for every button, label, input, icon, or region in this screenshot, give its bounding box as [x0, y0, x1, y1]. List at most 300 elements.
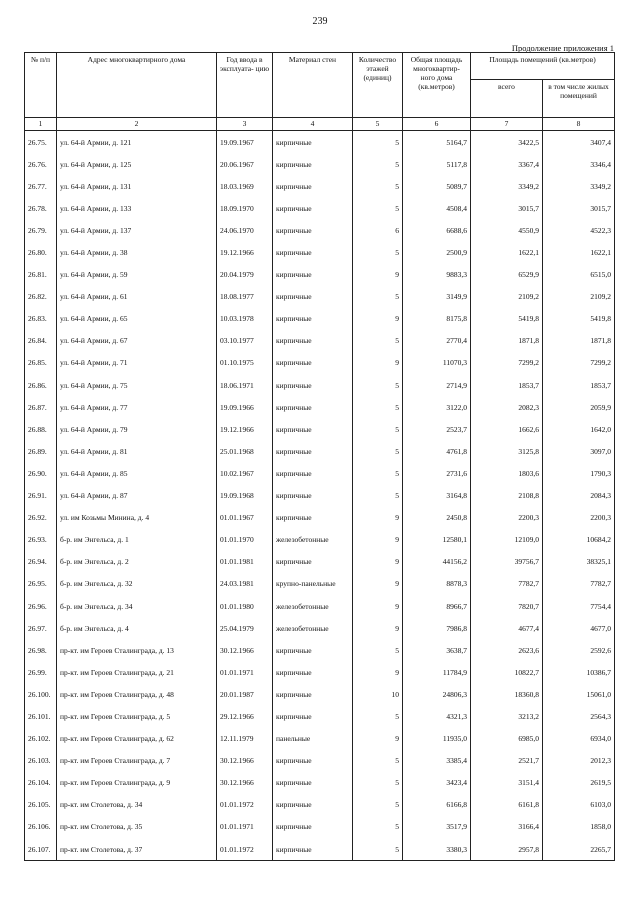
row-material: кирпичные [273, 131, 353, 154]
table-row [25, 440, 615, 462]
row-material: кирпичные [273, 219, 353, 241]
table-row [25, 418, 615, 440]
row-floors: 5 [353, 772, 403, 794]
row-total-area: 3517,9 [403, 816, 471, 838]
row-number: 26.97. [25, 617, 57, 639]
row-premises-all: 6985,0 [471, 728, 543, 750]
row-floors: 5 [353, 838, 403, 861]
row-address: ул. 64-й Армии, д. 79 [57, 418, 217, 440]
header-total-area: Общая площадь многоквартир- ного дома (кв.метров) [403, 53, 471, 118]
row-year: 19.12.1966 [217, 241, 273, 263]
row-floors: 9 [353, 617, 403, 639]
row-floors: 9 [353, 507, 403, 529]
row-year: 10.03.1978 [217, 308, 273, 330]
row-material: кирпичные [273, 772, 353, 794]
row-material: кирпичные [273, 440, 353, 462]
row-year: 01.01.1972 [217, 794, 273, 816]
row-address: ул. 64-й Армии, д. 125 [57, 153, 217, 175]
row-number: 26.95. [25, 573, 57, 595]
row-floors: 9 [353, 551, 403, 573]
row-floors: 5 [353, 750, 403, 772]
header-premises-group: Площадь помещений (кв.метров) [471, 53, 615, 80]
row-floors: 5 [353, 197, 403, 219]
row-material: кирпичные [273, 462, 353, 484]
row-premises-residential: 1642,0 [543, 418, 615, 440]
row-year: 20.01.1987 [217, 683, 273, 705]
row-floors: 9 [353, 595, 403, 617]
row-year: 20.04.1979 [217, 264, 273, 286]
row-floors: 9 [353, 264, 403, 286]
row-premises-all: 2957,8 [471, 838, 543, 861]
row-address: ул. 64-й Армии, д. 85 [57, 462, 217, 484]
row-year: 10.02.1967 [217, 462, 273, 484]
row-number: 26.75. [25, 131, 57, 154]
row-premises-all: 2200,3 [471, 507, 543, 529]
row-premises-all: 6161,8 [471, 794, 543, 816]
row-floors: 5 [353, 153, 403, 175]
row-year: 01.01.1970 [217, 529, 273, 551]
row-year: 18.06.1971 [217, 374, 273, 396]
row-material: кирпичные [273, 374, 353, 396]
row-number: 26.105. [25, 794, 57, 816]
row-address: пр-кт. им Столетова, д. 35 [57, 816, 217, 838]
row-year: 12.11.1979 [217, 728, 273, 750]
row-material: кирпичные [273, 551, 353, 573]
row-address: ул. 64-й Армии, д. 137 [57, 219, 217, 241]
row-premises-all: 2623,6 [471, 639, 543, 661]
row-number: 26.107. [25, 838, 57, 861]
row-number: 26.82. [25, 286, 57, 308]
header-year: Год ввода в эксплуата- цию [217, 53, 273, 118]
table-row [25, 728, 615, 750]
row-address: ул. 64-й Армии, д. 131 [57, 175, 217, 197]
row-total-area: 4508,4 [403, 197, 471, 219]
table-row [25, 838, 615, 861]
row-number: 26.90. [25, 462, 57, 484]
row-address: б-р. им Энгельса, д. 34 [57, 595, 217, 617]
row-premises-all: 3422,5 [471, 131, 543, 154]
table-row [25, 794, 615, 816]
row-premises-residential: 1871,8 [543, 330, 615, 352]
row-premises-residential: 3015,7 [543, 197, 615, 219]
column-number: 3 [217, 118, 273, 131]
row-number: 26.91. [25, 485, 57, 507]
row-total-area: 5089,7 [403, 175, 471, 197]
housing-table [24, 52, 615, 861]
row-material: кирпичные [273, 485, 353, 507]
row-total-area: 11070,3 [403, 352, 471, 374]
row-material: кирпичные [273, 197, 353, 219]
table-row [25, 750, 615, 772]
table-row [25, 683, 615, 705]
header-material: Материал стен [273, 53, 353, 118]
row-premises-residential: 7299,2 [543, 352, 615, 374]
row-material: кирпичные [273, 264, 353, 286]
row-premises-all: 2109,2 [471, 286, 543, 308]
row-premises-all: 2082,3 [471, 396, 543, 418]
row-premises-residential: 10684,2 [543, 529, 615, 551]
table-row [25, 772, 615, 794]
row-floors: 5 [353, 440, 403, 462]
table-body [25, 131, 615, 861]
row-year: 20.06.1967 [217, 153, 273, 175]
row-address: ул. 64-й Армии, д. 75 [57, 374, 217, 396]
row-premises-all: 3125,8 [471, 440, 543, 462]
row-material: кирпичные [273, 639, 353, 661]
row-total-area: 6166,8 [403, 794, 471, 816]
row-premises-residential: 3349,2 [543, 175, 615, 197]
row-premises-residential: 3407,4 [543, 131, 615, 154]
row-total-area: 2731,6 [403, 462, 471, 484]
row-premises-all: 7299,2 [471, 352, 543, 374]
table-row [25, 462, 615, 484]
table-row [25, 308, 615, 330]
row-material: кирпичные [273, 794, 353, 816]
row-address: пр-кт. им Героев Сталинграда, д. 62 [57, 728, 217, 750]
table-row [25, 639, 615, 661]
table-row [25, 175, 615, 197]
table-row [25, 396, 615, 418]
row-number: 26.103. [25, 750, 57, 772]
row-floors: 5 [353, 705, 403, 727]
column-number: 4 [273, 118, 353, 131]
table-row [25, 595, 615, 617]
table-row [25, 131, 615, 154]
row-premises-all: 7782,7 [471, 573, 543, 595]
row-year: 01.01.1967 [217, 507, 273, 529]
header-premises-all: всего [471, 80, 543, 118]
row-number: 26.85. [25, 352, 57, 374]
row-year: 19.09.1966 [217, 396, 273, 418]
row-number: 26.106. [25, 816, 57, 838]
row-total-area: 9883,3 [403, 264, 471, 286]
row-premises-all: 1622,1 [471, 241, 543, 263]
header-no: № п/п [25, 53, 57, 118]
row-address: пр-кт. им Героев Сталинграда, д. 5 [57, 705, 217, 727]
row-premises-residential: 2592,6 [543, 639, 615, 661]
row-year: 19.09.1967 [217, 131, 273, 154]
column-number: 1 [25, 118, 57, 131]
row-premises-residential: 2109,2 [543, 286, 615, 308]
row-total-area: 8175,8 [403, 308, 471, 330]
table-row [25, 485, 615, 507]
row-premises-residential: 1858,0 [543, 816, 615, 838]
row-floors: 5 [353, 418, 403, 440]
table-row [25, 330, 615, 352]
row-premises-all: 2108,8 [471, 485, 543, 507]
row-premises-residential: 3097,0 [543, 440, 615, 462]
row-number: 26.76. [25, 153, 57, 175]
table-row [25, 705, 615, 727]
row-premises-residential: 7754,4 [543, 595, 615, 617]
row-year: 25.01.1968 [217, 440, 273, 462]
row-year: 29.12.1966 [217, 705, 273, 727]
row-material: кирпичные [273, 308, 353, 330]
row-material: кирпичные [273, 418, 353, 440]
row-premises-all: 1853,7 [471, 374, 543, 396]
row-floors: 9 [353, 728, 403, 750]
row-premises-residential: 6515,0 [543, 264, 615, 286]
row-premises-all: 5419,8 [471, 308, 543, 330]
row-total-area: 2770,4 [403, 330, 471, 352]
row-address: ул. 64-й Армии, д. 38 [57, 241, 217, 263]
row-premises-all: 4677,4 [471, 617, 543, 639]
row-floors: 5 [353, 286, 403, 308]
row-material: кирпичные [273, 838, 353, 861]
row-total-area: 3385,4 [403, 750, 471, 772]
row-year: 18.03.1969 [217, 175, 273, 197]
row-floors: 9 [353, 529, 403, 551]
column-number: 7 [471, 118, 543, 131]
row-year: 25.04.1979 [217, 617, 273, 639]
row-premises-all: 3151,4 [471, 772, 543, 794]
row-premises-residential: 2084,3 [543, 485, 615, 507]
row-address: б-р. им Энгельса, д. 4 [57, 617, 217, 639]
row-total-area: 4321,3 [403, 705, 471, 727]
row-floors: 5 [353, 639, 403, 661]
row-address: ул. 64-й Армии, д. 133 [57, 197, 217, 219]
row-address: б-р. им Энгельса, д. 32 [57, 573, 217, 595]
row-year: 01.01.1972 [217, 838, 273, 861]
row-number: 26.81. [25, 264, 57, 286]
row-number: 26.87. [25, 396, 57, 418]
row-floors: 6 [353, 219, 403, 241]
row-premises-all: 3015,7 [471, 197, 543, 219]
row-number: 26.99. [25, 661, 57, 683]
row-address: ул. 64-й Армии, д. 67 [57, 330, 217, 352]
table-row [25, 816, 615, 838]
row-year: 18.08.1977 [217, 286, 273, 308]
row-address: ул. 64-й Армии, д. 81 [57, 440, 217, 462]
row-number: 26.83. [25, 308, 57, 330]
row-address: б-р. им Энгельса, д. 1 [57, 529, 217, 551]
row-material: кирпичные [273, 507, 353, 529]
column-number: 5 [353, 118, 403, 131]
row-premises-all: 12109,0 [471, 529, 543, 551]
row-material: железобетонные [273, 595, 353, 617]
row-year: 24.06.1970 [217, 219, 273, 241]
row-material: кирпичные [273, 352, 353, 374]
row-number: 26.93. [25, 529, 57, 551]
row-premises-all: 18360,8 [471, 683, 543, 705]
row-total-area: 3423,4 [403, 772, 471, 794]
row-total-area: 12580,1 [403, 529, 471, 551]
row-material: кирпичные [273, 330, 353, 352]
row-material: панельные [273, 728, 353, 750]
row-premises-residential: 2564,3 [543, 705, 615, 727]
row-number: 26.98. [25, 639, 57, 661]
table-row [25, 153, 615, 175]
row-total-area: 11935,0 [403, 728, 471, 750]
row-material: кирпичные [273, 750, 353, 772]
row-total-area: 3164,8 [403, 485, 471, 507]
row-floors: 5 [353, 241, 403, 263]
row-floors: 5 [353, 131, 403, 154]
row-premises-residential: 6934,0 [543, 728, 615, 750]
row-premises-residential: 2200,3 [543, 507, 615, 529]
row-total-area: 3638,7 [403, 639, 471, 661]
row-floors: 9 [353, 573, 403, 595]
row-year: 01.01.1980 [217, 595, 273, 617]
row-premises-residential: 2059,9 [543, 396, 615, 418]
row-floors: 5 [353, 816, 403, 838]
row-year: 01.01.1981 [217, 551, 273, 573]
row-material: кирпичные [273, 175, 353, 197]
table-row [25, 352, 615, 374]
table-row [25, 197, 615, 219]
row-premises-residential: 1622,1 [543, 241, 615, 263]
row-number: 26.78. [25, 197, 57, 219]
header-address: Адрес многоквартирного дома [57, 53, 217, 118]
row-total-area: 3380,3 [403, 838, 471, 861]
row-premises-all: 2521,7 [471, 750, 543, 772]
row-number: 26.100. [25, 683, 57, 705]
row-number: 26.102. [25, 728, 57, 750]
row-total-area: 3149,9 [403, 286, 471, 308]
row-material: железобетонные [273, 617, 353, 639]
row-year: 18.09.1970 [217, 197, 273, 219]
row-total-area: 5117,8 [403, 153, 471, 175]
row-number: 26.79. [25, 219, 57, 241]
row-floors: 5 [353, 794, 403, 816]
row-material: крупно-панельные [273, 573, 353, 595]
row-material: кирпичные [273, 396, 353, 418]
row-floors: 5 [353, 462, 403, 484]
row-year: 24.03.1981 [217, 573, 273, 595]
row-floors: 5 [353, 485, 403, 507]
table-row [25, 551, 615, 573]
row-total-area: 2450,8 [403, 507, 471, 529]
row-floors: 5 [353, 175, 403, 197]
row-premises-residential: 4677,0 [543, 617, 615, 639]
table-row [25, 264, 615, 286]
row-material: железобетонные [273, 529, 353, 551]
row-address: ул. 64-й Армии, д. 65 [57, 308, 217, 330]
row-premises-all: 3213,2 [471, 705, 543, 727]
table-row [25, 219, 615, 241]
row-premises-residential: 1790,3 [543, 462, 615, 484]
row-total-area: 7986,8 [403, 617, 471, 639]
row-total-area: 11784,9 [403, 661, 471, 683]
row-year: 01.10.1975 [217, 352, 273, 374]
row-floors: 5 [353, 396, 403, 418]
row-total-area: 24806,3 [403, 683, 471, 705]
row-material: кирпичные [273, 816, 353, 838]
table-row [25, 573, 615, 595]
row-address: пр-кт. им Героев Сталинграда, д. 9 [57, 772, 217, 794]
row-material: кирпичные [273, 286, 353, 308]
row-year: 03.10.1977 [217, 330, 273, 352]
row-total-area: 4761,8 [403, 440, 471, 462]
table-row [25, 241, 615, 263]
row-total-area: 5164,7 [403, 131, 471, 154]
row-total-area: 8878,3 [403, 573, 471, 595]
row-number: 26.80. [25, 241, 57, 263]
row-number: 26.96. [25, 595, 57, 617]
row-address: ул. 64-й Армии, д. 71 [57, 352, 217, 374]
row-premises-residential: 10386,7 [543, 661, 615, 683]
row-address: пр-кт. им Столетова, д. 37 [57, 838, 217, 861]
row-year: 01.01.1971 [217, 816, 273, 838]
row-premises-all: 10822,7 [471, 661, 543, 683]
row-material: кирпичные [273, 241, 353, 263]
page-number: 239 [312, 16, 328, 27]
row-premises-all: 1803,6 [471, 462, 543, 484]
column-number: 6 [403, 118, 471, 131]
row-address: пр-кт. им Столетова, д. 34 [57, 794, 217, 816]
row-floors: 9 [353, 308, 403, 330]
row-premises-all: 3367,4 [471, 153, 543, 175]
row-floors: 9 [353, 352, 403, 374]
row-number: 26.77. [25, 175, 57, 197]
row-address: пр-кт. им Героев Сталинграда, д. 13 [57, 639, 217, 661]
column-number: 2 [57, 118, 217, 131]
row-premises-residential: 7782,7 [543, 573, 615, 595]
row-number: 26.101. [25, 705, 57, 727]
row-address: ул. им Козьмы Минина, д. 4 [57, 507, 217, 529]
row-premises-residential: 38325,1 [543, 551, 615, 573]
row-address: ул. 64-й Армии, д. 77 [57, 396, 217, 418]
row-address: пр-кт. им Героев Сталинграда, д. 7 [57, 750, 217, 772]
row-material: кирпичные [273, 683, 353, 705]
row-number: 26.88. [25, 418, 57, 440]
row-premises-residential: 2265,7 [543, 838, 615, 861]
table-row [25, 529, 615, 551]
row-total-area: 44156,2 [403, 551, 471, 573]
row-premises-residential: 4522,3 [543, 219, 615, 241]
row-year: 30.12.1966 [217, 772, 273, 794]
row-premises-all: 39756,7 [471, 551, 543, 573]
row-total-area: 2523,7 [403, 418, 471, 440]
row-material: кирпичные [273, 705, 353, 727]
row-premises-residential: 5419,8 [543, 308, 615, 330]
row-number: 26.86. [25, 374, 57, 396]
row-floors: 9 [353, 661, 403, 683]
row-address: б-р. им Энгельса, д. 2 [57, 551, 217, 573]
row-premises-residential: 1853,7 [543, 374, 615, 396]
row-premises-residential: 2619,5 [543, 772, 615, 794]
row-total-area: 2500,9 [403, 241, 471, 263]
row-premises-all: 3166,4 [471, 816, 543, 838]
header-floors: Количество этажей (единиц) [353, 53, 403, 118]
row-number: 26.92. [25, 507, 57, 529]
row-year: 19.09.1968 [217, 485, 273, 507]
row-premises-all: 1662,6 [471, 418, 543, 440]
row-premises-residential: 15061,0 [543, 683, 615, 705]
column-number: 8 [543, 118, 615, 131]
row-address: ул. 64-й Армии, д. 59 [57, 264, 217, 286]
row-premises-residential: 6103,0 [543, 794, 615, 816]
row-total-area: 6688,6 [403, 219, 471, 241]
table-row [25, 661, 615, 683]
row-premises-all: 6529,9 [471, 264, 543, 286]
row-premises-residential: 2012,3 [543, 750, 615, 772]
table-row [25, 617, 615, 639]
row-address: ул. 64-й Армии, д. 61 [57, 286, 217, 308]
row-material: кирпичные [273, 661, 353, 683]
continuation-note: Продолжение приложения 1 [511, 43, 614, 53]
column-number-row [25, 118, 615, 131]
table-row [25, 286, 615, 308]
row-premises-residential: 3346,4 [543, 153, 615, 175]
row-number: 26.94. [25, 551, 57, 573]
row-number: 26.104. [25, 772, 57, 794]
row-floors: 5 [353, 374, 403, 396]
row-year: 30.12.1966 [217, 750, 273, 772]
row-address: пр-кт. им Героев Сталинграда, д. 48 [57, 683, 217, 705]
row-floors: 5 [353, 330, 403, 352]
row-total-area: 3122,0 [403, 396, 471, 418]
